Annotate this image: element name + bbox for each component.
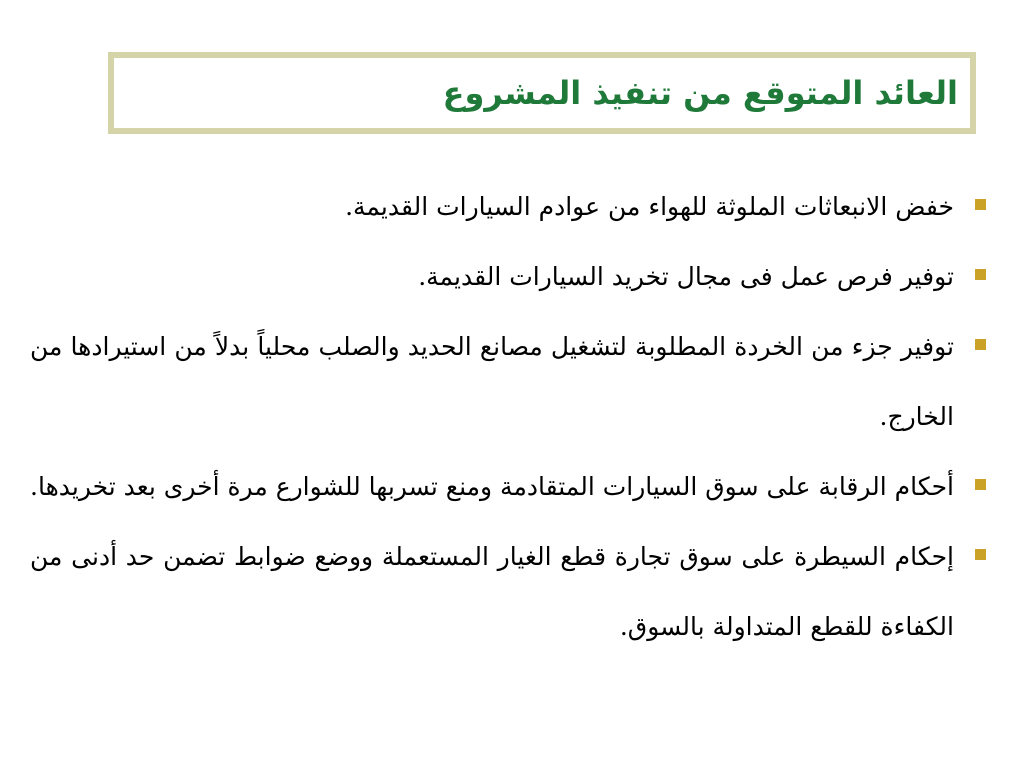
bullet-text: توفير فرص عمل فى مجال تخريد السيارات القديمة. <box>418 262 954 291</box>
bullet-text: أحكام الرقابة على سوق السيارات المتقادمة ومنع تسربها للشوارع مرة أخرى بعد تخريدها. <box>30 472 954 501</box>
bullet-item <box>30 312 990 452</box>
bullet-text: خفض الانبعاثات الملوثة للهواء من عوادم السيارات القديمة. <box>345 192 954 221</box>
bullet-item <box>30 172 990 242</box>
bullet-text: إحكام السيطرة على سوق تجارة قطع الغيار المستعملة ووضع ضوابط تضمن حد أدنى من الكفاءة للقطع المتداولة بالسوق. <box>30 542 954 641</box>
square-bullet-icon <box>975 269 986 280</box>
square-bullet-icon <box>975 549 986 560</box>
bullet-item <box>30 452 990 522</box>
bullet-item <box>30 522 990 662</box>
square-bullet-icon <box>975 199 986 210</box>
title-frame <box>108 52 976 134</box>
bullet-text: توفير جزء من الخردة المطلوبة لتشغيل مصانع الحديد والصلب محلياً بدلاً من استيرادها من الخارج. <box>30 332 954 431</box>
square-bullet-icon <box>975 339 986 350</box>
title-container <box>114 58 970 128</box>
square-bullet-icon <box>975 479 986 490</box>
bullet-list <box>30 172 990 662</box>
slide-title: العائد المتوقع من تنفيذ المشروع <box>442 74 958 112</box>
bullet-item <box>30 242 990 312</box>
